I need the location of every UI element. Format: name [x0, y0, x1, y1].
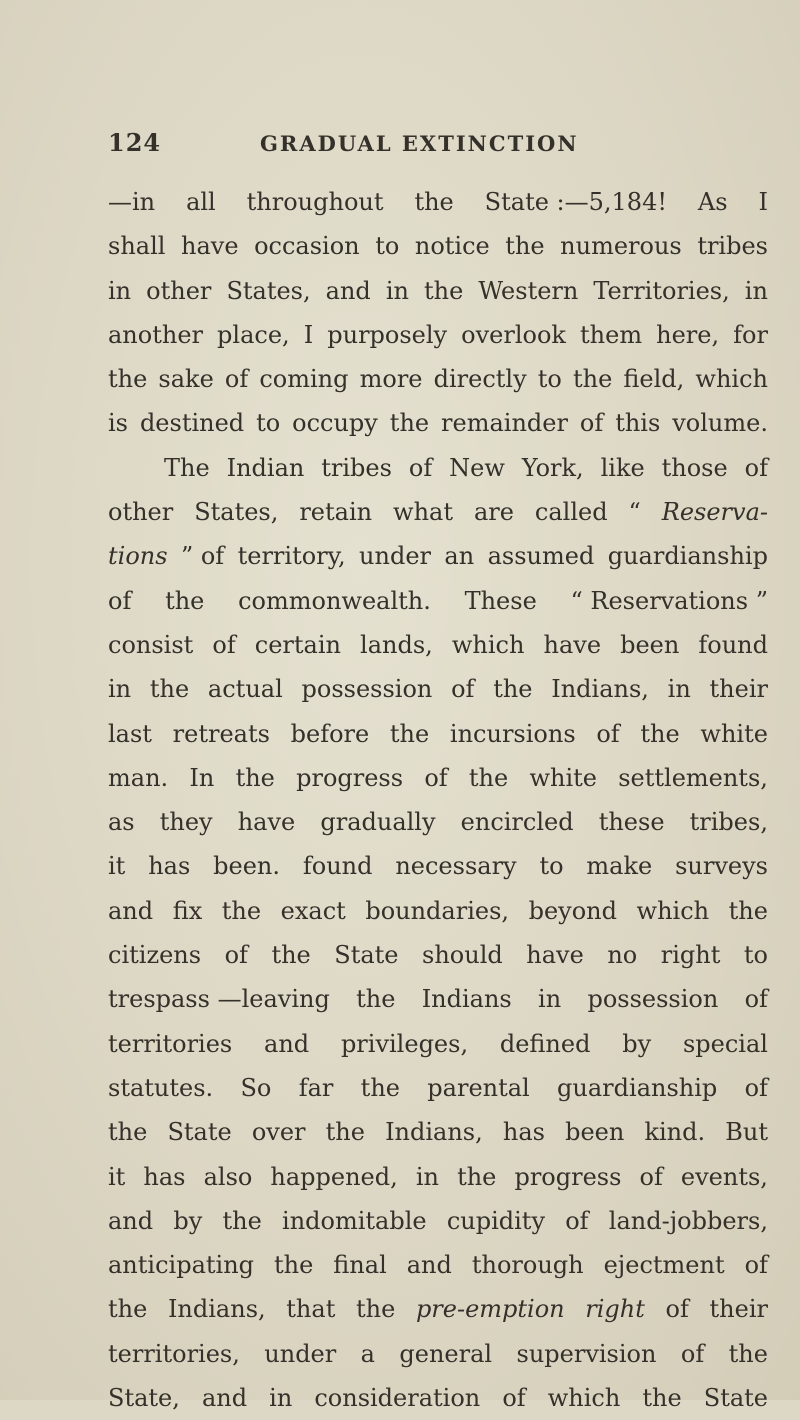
word: retreats [172, 719, 270, 748]
word: been [565, 1118, 625, 1147]
word: of [108, 586, 132, 615]
word: called [534, 498, 608, 527]
word: land-jobbers, [608, 1206, 768, 1235]
text-line [108, 1155, 768, 1199]
word: remainder [441, 409, 568, 438]
word: retain [299, 498, 373, 527]
word: the [274, 1251, 314, 1280]
word: an [444, 542, 475, 571]
word: of [224, 365, 249, 394]
word: boundaries, [365, 896, 510, 925]
word: citizens [108, 941, 202, 970]
word: “ [628, 498, 641, 527]
text-line [108, 1110, 768, 1154]
word: also [203, 1162, 253, 1191]
word: of [744, 985, 768, 1014]
page-number: 124 [108, 128, 162, 157]
word: State [167, 1118, 232, 1147]
text-line [108, 933, 768, 977]
word: of [212, 630, 236, 659]
text-line [108, 490, 768, 534]
text-line [108, 1022, 768, 1066]
word: I [303, 320, 314, 349]
word: man. [108, 763, 169, 792]
word: has [143, 1162, 186, 1191]
word: progress [296, 763, 404, 792]
word: the [108, 365, 148, 394]
word: Indians, [167, 1295, 266, 1324]
word: assumed [487, 542, 595, 571]
text-line [108, 800, 768, 844]
word: and [201, 1384, 248, 1413]
word: In [189, 763, 215, 792]
word: As [697, 188, 728, 216]
word: in [744, 276, 768, 305]
word: all [186, 188, 216, 216]
word: like [600, 453, 645, 482]
text-line [108, 534, 768, 578]
word: found [698, 630, 768, 659]
word: place, [217, 320, 290, 349]
word: in [108, 675, 132, 704]
word: consist [108, 630, 194, 659]
word: and [264, 1029, 310, 1058]
word: these [598, 808, 665, 837]
text-line [108, 1066, 768, 1110]
word: destined [139, 409, 245, 438]
word: field, [623, 365, 685, 394]
text-line [108, 1376, 768, 1420]
word: under [264, 1339, 337, 1368]
word: directly [433, 365, 527, 394]
word: have [543, 630, 602, 659]
word: the [221, 896, 262, 925]
word: the [235, 763, 275, 792]
word: the [165, 586, 205, 615]
word: throughout [246, 188, 384, 216]
text-line [108, 977, 768, 1021]
word: lands, [360, 630, 433, 659]
word: the [728, 896, 768, 925]
word: right [660, 941, 721, 970]
word: exact [280, 896, 346, 925]
word: another [108, 320, 203, 349]
word: fix [172, 896, 203, 925]
word: which [547, 1384, 621, 1413]
word: have [526, 941, 584, 970]
word: those [661, 453, 728, 482]
word: territory, [237, 542, 346, 571]
word: the [505, 232, 545, 261]
word: what [393, 498, 453, 527]
word: sake [158, 365, 214, 394]
word: the [389, 719, 430, 748]
text-line [108, 224, 768, 268]
word: Western [478, 276, 579, 305]
word: progress [514, 1162, 622, 1191]
word: have [181, 232, 239, 261]
word: surveys [675, 852, 768, 881]
word: certain [254, 630, 341, 659]
word: to [743, 941, 768, 970]
word: to [537, 365, 562, 394]
word: numerous [560, 232, 682, 261]
word: actual [207, 675, 283, 704]
word: should [422, 941, 503, 970]
word: kind. [644, 1118, 706, 1147]
word: as [108, 808, 135, 837]
word: it [108, 852, 126, 881]
word: State [334, 941, 399, 970]
word: the [572, 365, 613, 394]
word: These [464, 586, 537, 615]
word: tribes [697, 232, 768, 261]
word: for [733, 320, 768, 349]
word: far [298, 1073, 334, 1102]
word: States, [194, 498, 279, 527]
word: their [709, 1295, 768, 1324]
text-line [108, 269, 768, 313]
word: the [493, 675, 533, 704]
text-line [108, 889, 768, 933]
word: States, [226, 276, 311, 305]
word: white [700, 719, 768, 748]
word: the [356, 985, 396, 1014]
text-line [108, 1287, 768, 1331]
word: been. [213, 852, 280, 881]
word: of [224, 941, 248, 970]
word: occasion [254, 232, 360, 261]
word: parental [427, 1073, 530, 1102]
word: has [502, 1118, 545, 1147]
word: privileges, [340, 1029, 469, 1058]
word: right [585, 1295, 645, 1324]
word: possession [587, 985, 719, 1014]
word: settlements, [618, 763, 768, 792]
word: Indians [421, 985, 512, 1014]
word: final [333, 1251, 387, 1280]
word: of [502, 1384, 526, 1413]
word: overlook [461, 320, 566, 349]
word: the [149, 675, 190, 704]
word: which [695, 365, 768, 394]
word: tribes [321, 453, 392, 482]
word: —in [108, 188, 156, 216]
word: shall [108, 232, 166, 261]
word: So [240, 1073, 272, 1102]
word: white [529, 763, 597, 792]
word: found [302, 852, 373, 881]
word: necessary [395, 852, 517, 881]
word: a [360, 1339, 375, 1368]
word: been [620, 630, 680, 659]
word: which [451, 630, 525, 659]
word: to [256, 409, 281, 438]
text-line [108, 1243, 768, 1287]
word: purposely [327, 320, 448, 349]
word: Reserva- [661, 498, 768, 527]
word: pre-emption [415, 1295, 565, 1324]
word: territories, [108, 1339, 240, 1368]
word: of [680, 1339, 705, 1368]
word: in [538, 985, 562, 1014]
word: it [108, 1162, 126, 1191]
word: events, [680, 1162, 768, 1191]
word: Indians, [551, 675, 649, 704]
word: has [148, 852, 191, 881]
text-line [108, 446, 768, 490]
word: defined [499, 1029, 591, 1058]
word: their [709, 675, 768, 704]
word: the [108, 1118, 148, 1147]
word: have [237, 808, 296, 837]
word: tions [108, 542, 168, 571]
word: the [728, 1339, 768, 1368]
word: and [406, 1251, 452, 1280]
word: Indian [226, 453, 305, 482]
word: other [108, 498, 174, 527]
word: notice [414, 232, 490, 261]
text-line [108, 756, 768, 800]
word: volume. [672, 409, 768, 438]
word: the [222, 1206, 262, 1235]
word: of [408, 453, 433, 482]
word: of [424, 763, 448, 792]
word: happened, [270, 1162, 398, 1191]
body-text [108, 180, 768, 1420]
text-line [108, 844, 768, 888]
word: the [355, 1295, 396, 1324]
word: territories [108, 1029, 233, 1058]
text-line [108, 579, 768, 623]
word: this [615, 409, 661, 438]
word: and [108, 1206, 154, 1235]
text-line [108, 357, 768, 401]
word: anticipating [108, 1251, 255, 1280]
word: more [359, 365, 423, 394]
word: of [565, 1206, 589, 1235]
word: the [271, 941, 311, 970]
word: special [682, 1029, 768, 1058]
word: the [325, 1118, 365, 1147]
word: the [457, 1162, 497, 1191]
word: the [642, 1384, 682, 1413]
word: York, [521, 453, 584, 482]
text-line [108, 313, 768, 357]
word: by [173, 1206, 203, 1235]
page-header [108, 128, 688, 168]
text-line [108, 623, 768, 667]
text-line [108, 180, 768, 224]
word: of [744, 1251, 768, 1280]
word: beyond [528, 896, 617, 925]
word: But [725, 1118, 768, 1147]
word: of [665, 1295, 689, 1324]
word: the [424, 276, 464, 305]
word: New [449, 453, 505, 482]
word: guardianship [557, 1073, 718, 1102]
word: the [389, 409, 430, 438]
word: in [667, 675, 691, 704]
word: other [146, 276, 212, 305]
word: in [385, 276, 409, 305]
word: under [359, 542, 431, 571]
word: before [290, 719, 370, 748]
word: to [375, 232, 400, 261]
word: by [622, 1029, 652, 1058]
text-line [108, 1199, 768, 1243]
word: occupy [292, 409, 378, 438]
word: commonwealth. [238, 586, 431, 615]
word: of [744, 453, 768, 482]
word: they [159, 808, 213, 837]
word: of [451, 675, 475, 704]
word: tribes, [689, 808, 768, 837]
word: in [415, 1162, 439, 1191]
word: general [399, 1339, 493, 1368]
word: cupidity [446, 1206, 546, 1235]
word: make [586, 852, 653, 881]
word: of [596, 719, 620, 748]
text-line [108, 712, 768, 756]
word: the [640, 719, 680, 748]
word: that [286, 1295, 336, 1324]
word: which [636, 896, 710, 925]
text-line [108, 401, 768, 445]
word: State, [108, 1384, 180, 1413]
word: in [269, 1384, 293, 1413]
word: of [744, 1073, 768, 1102]
word: and [108, 896, 154, 925]
word: thorough [471, 1251, 584, 1280]
word: encircled [460, 808, 574, 837]
word: of [579, 409, 604, 438]
word: gradually [320, 808, 436, 837]
word: incursions [449, 719, 576, 748]
word: statutes. [108, 1073, 214, 1102]
word: State [703, 1384, 768, 1413]
word: trespass —leaving [108, 985, 330, 1014]
word: the [360, 1073, 400, 1102]
text-line [108, 667, 768, 711]
word: in [108, 276, 132, 305]
word: guardianship [607, 542, 768, 571]
word: the [414, 188, 454, 216]
word: them [580, 320, 643, 349]
text-line [108, 1332, 768, 1376]
word: coming [259, 365, 349, 394]
word: State :—5,184! [484, 188, 667, 216]
word: The [164, 453, 210, 482]
word: are [473, 498, 514, 527]
word: Indians, [385, 1118, 483, 1147]
word: consideration [314, 1384, 481, 1413]
word: and [325, 276, 371, 305]
word: Territories, [593, 276, 730, 305]
word: possession [301, 675, 433, 704]
word: here, [656, 320, 720, 349]
word: “ Reservations ” [570, 586, 768, 615]
word: I [758, 188, 768, 216]
word: is [108, 409, 128, 438]
word: over [251, 1118, 306, 1147]
running-head: GRADUAL EXTINCTION [260, 131, 579, 156]
word: to [539, 852, 564, 881]
word: ” of [180, 542, 225, 571]
word: indomitable [282, 1206, 427, 1235]
word: last [108, 719, 152, 748]
word: ejectment [603, 1251, 725, 1280]
word: supervision [516, 1339, 657, 1368]
word: the [468, 763, 509, 792]
word: the [108, 1295, 148, 1324]
word: no [607, 941, 638, 970]
word: of [639, 1162, 663, 1191]
